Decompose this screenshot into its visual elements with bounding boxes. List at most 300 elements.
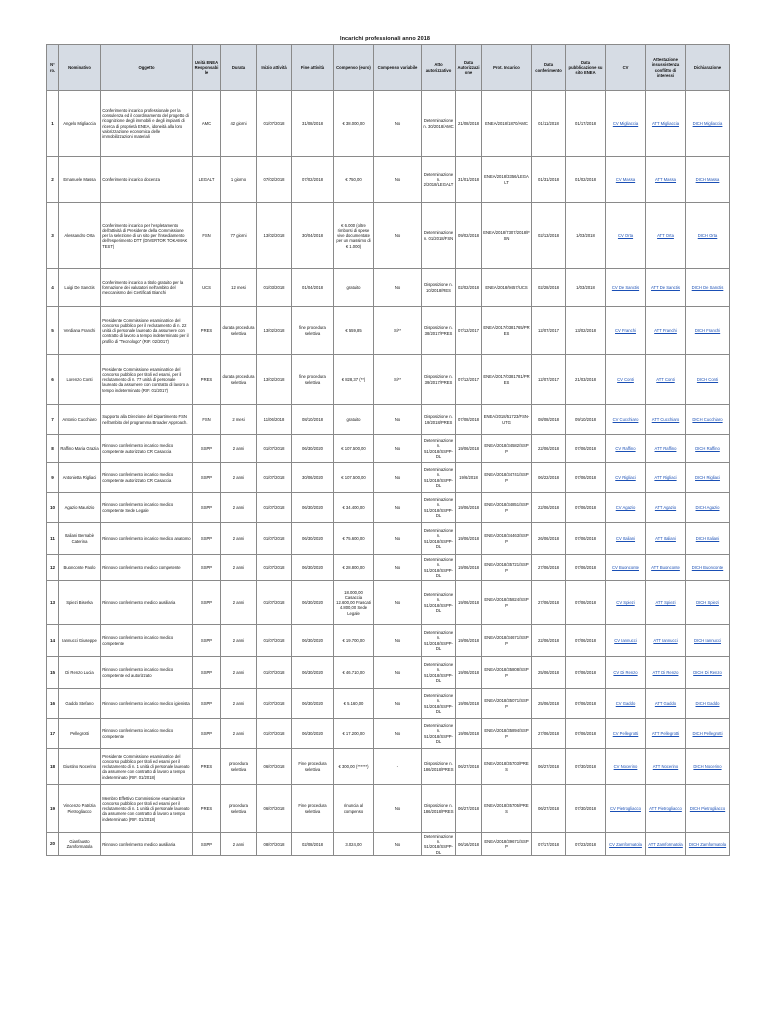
atto-autorizzativo: Disposizione n. 10/2018/RES [422, 269, 456, 307]
compenso-variabile: No [374, 523, 422, 555]
dichiarazione-link[interactable]: DICH Pietrogliacco [689, 806, 726, 812]
dichiarazione-link[interactable]: DICH Iannucci [694, 638, 721, 644]
cv-link[interactable]: CV Conti [617, 377, 634, 383]
unita-responsabile: SSPP [193, 581, 221, 625]
row-number: 3 [47, 203, 59, 269]
compenso-variabile: No [374, 269, 422, 307]
table-row [47, 689, 730, 719]
dichiarazione-link[interactable]: DICH De Sanctis [691, 285, 724, 291]
data-conferimento: 26/06/2018 [532, 523, 566, 555]
data-conferimento: 08/08/2018 [532, 405, 566, 435]
unita-responsabile: SSPP [193, 625, 221, 657]
atto-autorizzativo: Disposizione n. 186/2018/PRES [422, 749, 456, 785]
compenso: € 107.500,00 [334, 435, 374, 463]
cv-link-cell [606, 91, 646, 157]
fine-attivita: 06/30/2020 [292, 435, 334, 463]
table-row [47, 307, 730, 355]
data-pubblicazione: 09/10/2018 [566, 405, 606, 435]
fine-attivita: 08/10/2018 [292, 405, 334, 435]
atto-autorizzativo: Determinazione n. 51/2018/SSPP-DL [422, 493, 456, 523]
attestazione-link-cell [646, 405, 686, 435]
fine-attivita: fine procedura selettiva [292, 307, 334, 355]
durata: 12 mesi [221, 269, 257, 307]
header-row [47, 45, 730, 91]
attestazione-link-cell [646, 785, 686, 833]
oggetto: Rinnovo conferimento incarico medico competente [101, 719, 193, 749]
dichiarazione-link[interactable]: DICH Gaddo [695, 701, 720, 707]
cv-link[interactable]: CV Italiani [615, 536, 636, 542]
row-number: 4 [47, 269, 59, 307]
nominativo: Agazio Maurizio [59, 493, 101, 523]
attestazione-link-cell [646, 307, 686, 355]
data-pubblicazione: 1/03/2018 [566, 203, 606, 269]
prot-incarico: ENEA/2018/34741/SSPP [482, 463, 532, 493]
row-number: 5 [47, 307, 59, 355]
dichiarazione-link[interactable]: DICH Massa [695, 177, 720, 183]
row-number: 12 [47, 555, 59, 581]
compenso-variabile: Si** [374, 307, 422, 355]
cv-link[interactable]: CV Rigliaci [615, 475, 636, 481]
table-row [47, 405, 730, 435]
cv-link-cell [606, 719, 646, 749]
cv-link[interactable]: CV Buonconte [611, 565, 639, 571]
prot-incarico: ENEA/2018/35808/SSPP [482, 657, 532, 689]
attestazione-link-cell [646, 581, 686, 625]
atto-autorizzativo: Determinazione n. 51/2018/SSPP-DL [422, 689, 456, 719]
prot-incarico: ENEA/2018/34463/SSPP [482, 523, 532, 555]
compenso: € 34.400,00 [334, 493, 374, 523]
cv-link-cell [606, 405, 646, 435]
cv-link-cell [606, 355, 646, 405]
oggetto: Conferimento incarico per l'espletamento dell'attività di Presidente della Commissione per la selezione di un sito per l'insediamento dell'esperimento DTT (DIVERTOR TOKAMAK TEST) [101, 203, 193, 269]
durata: 2 anni [221, 555, 257, 581]
atto-autorizzativo: Disposizione n. 38/2017/PRES [422, 307, 456, 355]
table-row [47, 269, 730, 307]
dichiarazione-link[interactable]: DICH Raffino [695, 446, 720, 452]
dichiarazione-link[interactable]: DICH Orta [697, 233, 718, 239]
cv-link[interactable]: CV Pellegrotti [612, 731, 639, 737]
attestazione-link-cell [646, 555, 686, 581]
data-pubblicazione: 13/02/2018 [566, 307, 606, 355]
oggetto: Rinnovo conferimento incarico medico igienista [101, 689, 193, 719]
compenso-variabile: No [374, 657, 422, 689]
data-pubblicazione: 07/06/2018 [566, 463, 606, 493]
attestazione-link[interactable]: ATT Conti [656, 377, 675, 383]
table-row [47, 523, 730, 555]
prot-incarico: ENEA/2018/35824/SSPP [482, 581, 532, 625]
table-row [47, 719, 730, 749]
dichiarazione-link-cell [686, 157, 730, 203]
prot-incarico: ENEA/2017/0381765/PRES [482, 307, 532, 355]
attestazione-link[interactable]: ATT Pietrogliacco [649, 806, 682, 812]
data-pubblicazione: 1/03/2018 [566, 269, 606, 307]
dichiarazione-link[interactable]: DICH Franchi [694, 328, 721, 334]
oggetto: Conferimento incarico docenza [101, 157, 193, 203]
data-autorizzazione: 06/16/2018 [456, 833, 482, 856]
cv-link[interactable]: CV Agazio [615, 505, 636, 511]
attestazione-link[interactable]: ATT Buonconte [651, 565, 680, 571]
inizio-attivita: 01/07/2018 [257, 657, 292, 689]
table-row [47, 355, 730, 405]
prot-incarico: ENEA/2018/51723/FSN-UTG [482, 405, 532, 435]
prot-incarico: ENEA/2018/34851/SSPP [482, 493, 532, 523]
data-conferimento: 06/27/2018 [532, 785, 566, 833]
data-autorizzazione: 19/6/2018 [456, 463, 482, 493]
data-conferimento: 02/13/2018 [532, 203, 566, 269]
data-autorizzazione: 06/27/2018 [456, 785, 482, 833]
nominativo: Gianfausto Zamformatola [59, 833, 101, 856]
data-conferimento: 07/17/2018 [532, 833, 566, 856]
prot-incarico: ENEA/2018/35703/PRES [482, 749, 532, 785]
compenso: € 38.000,00 [334, 91, 374, 157]
durata: 2 anni [221, 523, 257, 555]
inizio-attivita: 01/07/2018 [257, 523, 292, 555]
data-autorizzazione: 21/08/2018 [456, 91, 482, 157]
data-autorizzazione: 31/01/2018 [456, 157, 482, 203]
column-header: N° ro. [47, 45, 59, 91]
oggetto: Rinnovo conferimento incarico medico competente Sede Legale [101, 493, 193, 523]
row-number: 6 [47, 355, 59, 405]
data-pubblicazione: 07/30/2018 [566, 785, 606, 833]
column-header: Dichiarazione [686, 45, 730, 91]
prot-incarico: ENEA/2017/0381781/PRES [482, 355, 532, 405]
compenso: € 75.600,00 [334, 523, 374, 555]
attestazione-link[interactable]: ATT Cucchiaro [651, 417, 680, 423]
unita-responsabile: SSPP [193, 523, 221, 555]
dichiarazione-link[interactable]: DICH Conti [696, 377, 719, 383]
oggetto: Rinnovo conferimento incarico medico anatomo [101, 523, 193, 555]
cv-link-cell [606, 581, 646, 625]
atto-autorizzativo: Determinazione n. 51/2018/SSPP-DL [422, 833, 456, 856]
dichiarazione-link[interactable]: DICH Italiani [695, 536, 720, 542]
attestazione-link[interactable]: ATT Migliaccia [651, 121, 680, 127]
dichiarazione-link-cell [686, 657, 730, 689]
unita-responsabile: SSPP [193, 463, 221, 493]
data-pubblicazione: 07/06/2018 [566, 493, 606, 523]
cv-link[interactable]: CV Spiezi [616, 600, 635, 606]
attestazione-link-cell [646, 657, 686, 689]
nominativo: Iannucci Giuseppe [59, 625, 101, 657]
unita-responsabile: LEGALT [193, 157, 221, 203]
table-row [47, 91, 730, 157]
row-number: 2 [47, 157, 59, 203]
data-autorizzazione: 09/02/2018 [456, 203, 482, 269]
table-row [47, 435, 730, 463]
cv-link[interactable]: CV Nocerino [613, 764, 638, 770]
atto-autorizzativo: Determinazione n. 30/2018/AMC [422, 91, 456, 157]
compenso-variabile: No [374, 689, 422, 719]
compenso: € 17.200,00 [334, 719, 374, 749]
cv-link[interactable]: CV Zamformatola [609, 841, 642, 847]
cv-link[interactable]: CV Migliaccia [612, 121, 639, 127]
nominativo: Antonietta Rigliaci [59, 463, 101, 493]
cv-link[interactable]: CV Di Renzo [613, 670, 638, 676]
dichiarazione-link-cell [686, 749, 730, 785]
unita-responsabile: FSN [193, 405, 221, 435]
data-pubblicazione: 07/06/2018 [566, 555, 606, 581]
durata: 2 anni [221, 435, 257, 463]
fine-attivita: Fine procedura selettiva [292, 785, 334, 833]
column-header: Data conferimento [532, 45, 566, 91]
data-pubblicazione: 01/17/2018 [566, 91, 606, 157]
column-header: CV [606, 45, 646, 91]
attestazione-link[interactable]: ATT Agazio [654, 505, 677, 511]
durata: procedura selettiva [221, 749, 257, 785]
nominativo: Angelo Migliaccia [59, 91, 101, 157]
atto-autorizzativo: Disposizione n. 39/2017/PRES [422, 355, 456, 405]
compenso: € 46.710,00 [334, 657, 374, 689]
row-number: 16 [47, 689, 59, 719]
data-conferimento: 22/06/2018 [532, 435, 566, 463]
nominativo: Pellegrotti [59, 719, 101, 749]
cv-link[interactable]: CV Iannucci [614, 638, 637, 644]
attestazione-link[interactable]: ATT Iannucci [653, 638, 678, 644]
attestazione-link-cell [646, 157, 686, 203]
prot-incarico: ENEA/2018/35894/SSPP [482, 719, 532, 749]
column-header: Compenso (euro) [334, 45, 374, 91]
atto-autorizzativo: Determinazione n. 51/2018/SSPP-DL [422, 463, 456, 493]
nominativo: Antonio Cucchiaro [59, 405, 101, 435]
compenso: € 828,37 (**) [334, 355, 374, 405]
atto-autorizzativo: Determinazione n. 51/2018/SSPP-DL [422, 581, 456, 625]
attestazione-link[interactable]: ATT Italiani [655, 536, 676, 542]
column-header: Unità ENEA Responsabile [193, 45, 221, 91]
dichiarazione-link[interactable]: DICH Pellegrotti [692, 731, 723, 737]
data-autorizzazione: 19/06/2018 [456, 719, 482, 749]
durata: 77 giorni [221, 203, 257, 269]
prot-incarico: ENEA/2018/39671/SSPP [482, 833, 532, 856]
table-row [47, 463, 730, 493]
attestazione-link-cell [646, 269, 686, 307]
dichiarazione-link[interactable]: DICH Nocerino [693, 764, 722, 770]
unita-responsabile: SSPP [193, 833, 221, 856]
dichiarazione-link-cell [686, 625, 730, 657]
inizio-attivita: 01/07/2018 [257, 493, 292, 523]
cv-link-cell [606, 269, 646, 307]
fine-attivita: 06/30/2020 [292, 657, 334, 689]
row-number: 9 [47, 463, 59, 493]
data-conferimento: 27/06/2018 [532, 555, 566, 581]
oggetto: Conferimento incarico a titolo gratuito per la formazione dei valutatori nell'ambito del meccanismo dei Certificati Bianchi [101, 269, 193, 307]
column-header: Data pubblicazione su sito ENEA [566, 45, 606, 91]
atto-autorizzativo: Determinazione n. 2/2018/LEGALT [422, 157, 456, 203]
data-autorizzazione: 19/06/2018 [456, 555, 482, 581]
attestazione-link-cell [646, 833, 686, 856]
attestazione-link[interactable]: ATT Raffino [654, 446, 677, 452]
compenso-variabile: No [374, 157, 422, 203]
compenso-variabile: No [374, 555, 422, 581]
inizio-attivita: 01/07/2018 [257, 689, 292, 719]
oggetto: Membro Effettivo Commissione esaminatrice concorso pubblico per titoli ed esami per il reclutamento di n. 1 unità di personale laureato da assumere con contratto di lavoro a tempo indeterminato (RIF. 01/2018) [101, 785, 193, 833]
compenso: € 559,85 [334, 307, 374, 355]
fine-attivita: 06/30/2020 [292, 581, 334, 625]
fine-attivita: 06/30/2020 [292, 493, 334, 523]
dichiarazione-link-cell [686, 463, 730, 493]
attestazione-link[interactable]: ATT Gaddo [654, 701, 677, 707]
data-pubblicazione: 07/06/2018 [566, 625, 606, 657]
data-autorizzazione: 19/06/2018 [456, 523, 482, 555]
dichiarazione-link-cell [686, 91, 730, 157]
data-autorizzazione: 19/06/2018 [456, 689, 482, 719]
attestazione-link[interactable]: ATT Rigliaci [654, 475, 677, 481]
compenso: gratuito [334, 269, 374, 307]
unita-responsabile: SSPP [193, 657, 221, 689]
data-conferimento: 27/06/2018 [532, 719, 566, 749]
dichiarazione-link-cell [686, 785, 730, 833]
cv-link[interactable]: CV Franchi [615, 328, 636, 334]
data-pubblicazione: 07/06/2018 [566, 523, 606, 555]
fine-attivita: 06/30/2020 [292, 523, 334, 555]
fine-attivita: 06/30/2020 [292, 555, 334, 581]
cv-link-cell [606, 493, 646, 523]
unita-responsabile: PRES [193, 307, 221, 355]
row-number: 15 [47, 657, 59, 689]
column-header: Oggetto [101, 45, 193, 91]
data-pubblicazione: 07/06/2018 [566, 689, 606, 719]
dichiarazione-link-cell [686, 405, 730, 435]
cv-link-cell [606, 785, 646, 833]
data-conferimento: 06/27/2018 [532, 749, 566, 785]
inizio-attivita: 11/06/2018 [257, 405, 292, 435]
data-autorizzazione: 07/12/2017 [456, 307, 482, 355]
data-conferimento: 25/06/2018 [532, 657, 566, 689]
unita-responsabile: SSPP [193, 689, 221, 719]
cv-link-cell [606, 523, 646, 555]
unita-responsabile: SSPP [193, 493, 221, 523]
attestazione-link-cell [646, 625, 686, 657]
atto-autorizzativo: Determinazione n. 51/2018/SSPP-DL [422, 625, 456, 657]
attestazione-link[interactable]: ATT Orta [657, 233, 674, 239]
dichiarazione-link-cell [686, 833, 730, 856]
unita-responsabile: SSPP [193, 435, 221, 463]
dichiarazione-link[interactable]: DICH Cucchiaro [692, 417, 723, 423]
attestazione-link-cell [646, 91, 686, 157]
attestazione-link[interactable]: ATT De Sanctis [651, 285, 680, 291]
dichiarazione-link-cell [686, 523, 730, 555]
attestazione-link[interactable]: ATT Di Renzo [652, 670, 679, 676]
dichiarazione-link[interactable]: DICH Di Renzo [693, 670, 722, 676]
nominativo: Italiani Bernabè Caterina [59, 523, 101, 555]
data-conferimento: 06/22/2018 [532, 463, 566, 493]
table-row [47, 833, 730, 856]
compenso-variabile: No [374, 405, 422, 435]
attestazione-link-cell [646, 355, 686, 405]
dichiarazione-link-cell [686, 203, 730, 269]
oggetto: Presidente Commissione esaminatrice del concorso pubblico per titoli ed esami, per il reclutamento di n. 77 unità di personale laureato da assumere con contratto di lavoro a tempo indeterminato (RIF. 01/2017) [101, 355, 193, 405]
cv-link-cell [606, 657, 646, 689]
cv-link-cell [606, 749, 646, 785]
column-header: Durata [221, 45, 257, 91]
compenso: 18.000,00 Casaccia 12.600,00 Frascati 4.800,00 Sede Legale [334, 581, 374, 625]
attestazione-link[interactable]: ATT Zamformatola [648, 841, 683, 847]
nominativo: Raffino Maria Grazia [59, 435, 101, 463]
data-conferimento: 22/06/2018 [532, 493, 566, 523]
unita-responsabile: UCS [193, 269, 221, 307]
nominativo: Giustino Nocerino [59, 749, 101, 785]
table-row [47, 203, 730, 269]
oggetto: Rinnovo conferimento medico competente [101, 555, 193, 581]
oggetto: Rinnovo conferimento medico ausiliaria [101, 581, 193, 625]
oggetto: Supporto alla Direzione del Dipartimento FSN nell'ambito del programma Broader Approach. [101, 405, 193, 435]
data-autorizzazione: 19/06/2018 [456, 435, 482, 463]
cv-link-cell [606, 157, 646, 203]
dichiarazione-link-cell [686, 307, 730, 355]
compenso: rinuncia al compenso [334, 785, 374, 833]
attestazione-link-cell [646, 203, 686, 269]
nominativo: Verdiana Franchi [59, 307, 101, 355]
dichiarazione-link-cell [686, 689, 730, 719]
data-pubblicazione: 07/30/2018 [566, 749, 606, 785]
cv-link[interactable]: CV Massa [615, 177, 636, 183]
dichiarazione-link[interactable]: DICH Migliaccia [692, 121, 723, 127]
fine-attivita: 07/02/2018 [292, 157, 334, 203]
fine-attivita: 01/04/2018 [292, 269, 334, 307]
document-title: Incarichi professionali anno 2018 [339, 36, 431, 42]
inizio-attivita: 06/07/2018 [257, 749, 292, 785]
dichiarazione-link[interactable]: DICH Agazio [695, 505, 720, 511]
data-autorizzazione: 19/06/2018 [456, 657, 482, 689]
durata: 2 anni [221, 657, 257, 689]
attestazione-link-cell [646, 463, 686, 493]
data-autorizzazione: 02/02/2018 [456, 269, 482, 307]
oggetto: Rinnovo conferimento incarico medico competente autorizzato CR Casaccia [101, 463, 193, 493]
atto-autorizzativo: Determinazione n. 01/2018/FSN [422, 203, 456, 269]
data-pubblicazione: 07/06/2018 [566, 581, 606, 625]
attestazione-link[interactable]: ATT Spiezi [655, 600, 676, 606]
table-row [47, 555, 730, 581]
fine-attivita: Fine procedura selettiva [292, 749, 334, 785]
data-pubblicazione: 07/06/2018 [566, 657, 606, 689]
oggetto: Conferimento incarico professionale per la consulenza ed il coordinamento del progetto di ricognizione degli immobili e degli impianti di ricerca di proprietà ENEA, idoneità alla loro valorizzazione economica delle immobilizzazioni materiali [101, 91, 193, 157]
atto-autorizzativo: Determinazione n. 51/2018/SSPP-DL [422, 435, 456, 463]
attestazione-link[interactable]: ATT Pellegrotti [651, 731, 680, 737]
atto-autorizzativo: Determinazione n. 51/2018/SSPP-DL [422, 523, 456, 555]
compenso: gratuito [334, 405, 374, 435]
inizio-attivita: 01/07/2018 [257, 555, 292, 581]
dichiarazione-link[interactable]: DICH Spiezi [696, 600, 719, 606]
cv-link[interactable]: CV Orta [617, 233, 634, 239]
inizio-attivita: 13/02/2018 [257, 307, 292, 355]
dichiarazione-link[interactable]: DICH Buonconte [691, 565, 724, 571]
fine-attivita: 06/30/2020 [292, 625, 334, 657]
compenso: € 19.700,00 [334, 625, 374, 657]
attestazione-link[interactable]: ATT Franchi [654, 328, 677, 334]
attestazione-link[interactable]: ATT Massa [654, 177, 677, 183]
prot-incarico: ENEA/2018/3356/LEGALT [482, 157, 532, 203]
attestazione-link[interactable]: ATT Nocerino [652, 764, 679, 770]
fine-attivita: 02/08/2018 [292, 833, 334, 856]
row-number: 8 [47, 435, 59, 463]
cv-link[interactable]: CV De Sanctis [611, 285, 640, 291]
fine-attivita: 06/30/2020 [292, 719, 334, 749]
attestazione-link-cell [646, 689, 686, 719]
cv-link[interactable]: CV Cucchiaro [612, 417, 639, 423]
cv-link[interactable]: CV Raffino [615, 446, 636, 452]
cv-link[interactable]: CV Pietrogliacco [610, 806, 641, 812]
data-conferimento: 12/07/2017 [532, 355, 566, 405]
dichiarazione-link[interactable]: DICH Rigliaci [695, 475, 720, 481]
table-row [47, 657, 730, 689]
row-number: 20 [47, 833, 59, 856]
nominativo: Lorenzo Conti [59, 355, 101, 405]
attestazione-link-cell [646, 749, 686, 785]
dichiarazione-link[interactable]: DICH Zamformatola [688, 841, 727, 847]
cv-link[interactable]: CV Gaddo [615, 701, 636, 707]
row-number: 14 [47, 625, 59, 657]
durata: 2 anni [221, 833, 257, 856]
table-row [47, 493, 730, 523]
durata: durata procedura selettiva [221, 355, 257, 405]
